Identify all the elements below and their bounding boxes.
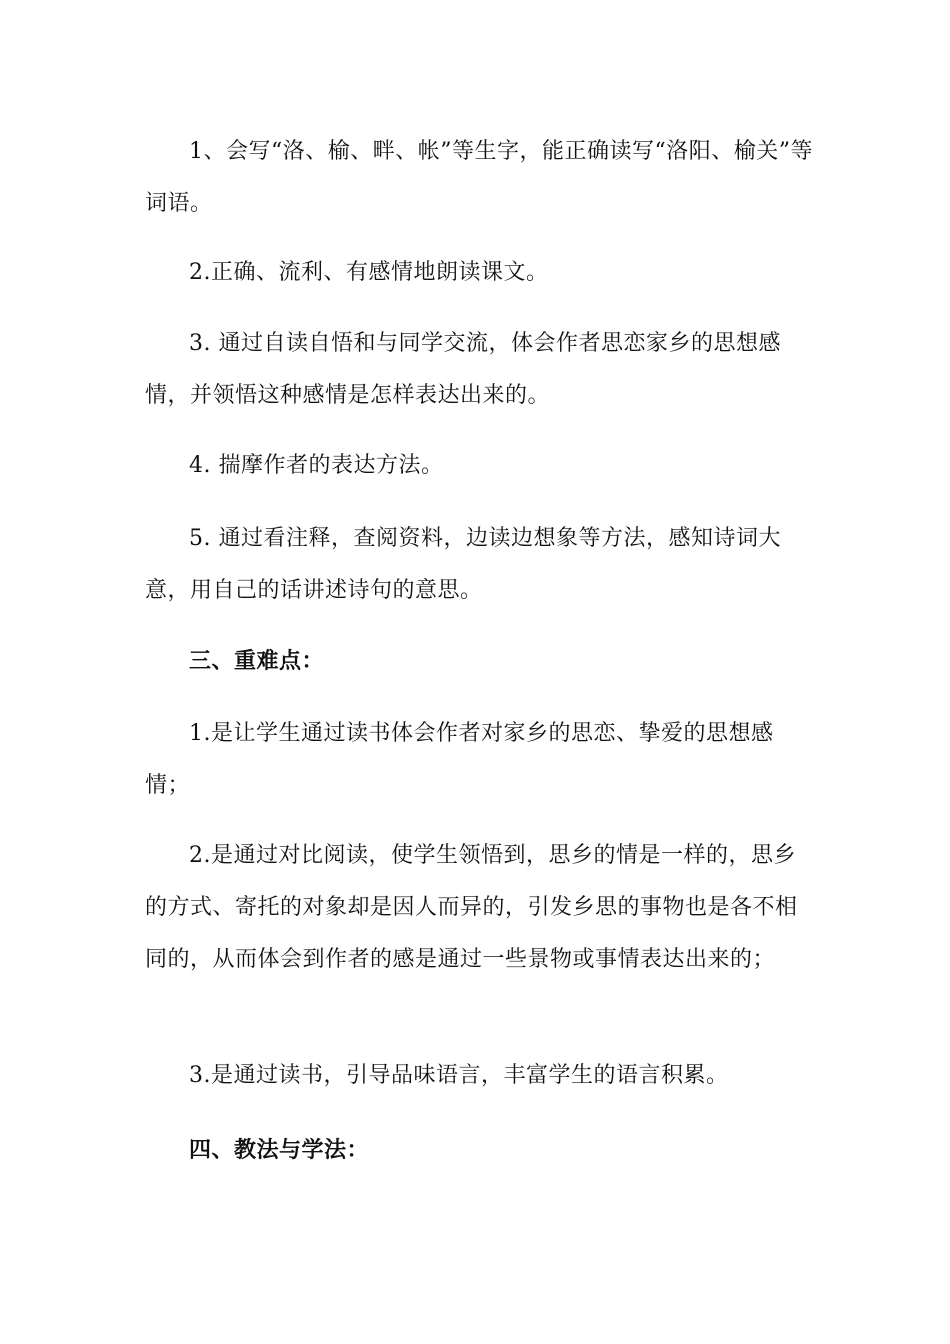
objective-item-2: 2.正确、流利、有感情地朗读课文。 <box>189 260 549 285</box>
section-heading-key-points: 三、重难点： <box>189 648 325 674</box>
key-point-item-2: 2.是通过对比阅读，使学生领悟到，思乡的情是一样的，思乡的方式、寄托的对象却是因人而异的，引发乡思的事物也是各不相同的，从而体会到作者的感是通过一些景物或事情表达出来的； <box>145 843 798 972</box>
objective-item-3: 3. 通过自读自悟和与同学交流，体会作者思恋家乡的思想感情，并领悟这种感情是怎样表达出来的。 <box>145 331 781 408</box>
key-point-item-1: 1.是让学生通过读书体会作者对家乡的思恋、挚爱的思想感情； <box>145 721 774 798</box>
objective-item-5: 5. 通过看注释，查阅资料，边读边想象等方法，感知诗词大意，用自己的话讲述诗句的意思。 <box>145 526 781 603</box>
objective-item-1: 1、会写“洛、榆、畔、帐”等生字，能正确读写“洛阳、榆关”等词语。 <box>145 139 813 216</box>
section-heading-methods: 四、教法与学法： <box>189 1137 370 1163</box>
key-point-item-3: 3.是通过读书，引导品味语言，丰富学生的语言积累。 <box>189 1063 729 1088</box>
objective-item-4: 4. 揣摩作者的表达方法。 <box>189 453 444 478</box>
